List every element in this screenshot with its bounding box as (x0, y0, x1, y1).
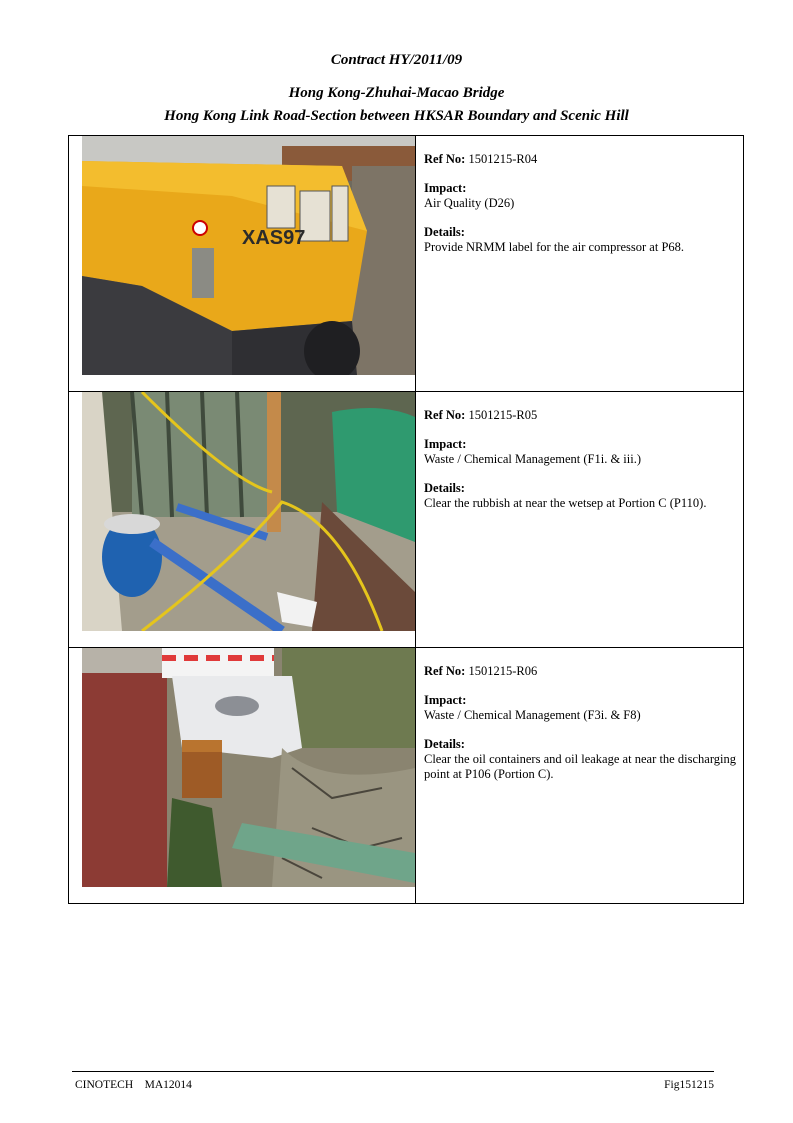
table-row (69, 648, 744, 904)
footer-right: Fig151215 (664, 1079, 714, 1091)
details-text: Clear the oil containers and oil leakage at near the discharging point at P106 (Portion C). (424, 752, 736, 781)
ref-number: 1501215-R06 (468, 664, 538, 678)
footer-rule (72, 1071, 714, 1072)
photo-cell (69, 648, 416, 904)
footer-left: CINOTECH MA12014 (75, 1079, 192, 1091)
record-text-cell (416, 648, 744, 904)
contract-title: Contract HY/2011/09 (330, 52, 463, 68)
details-label: Details: (424, 737, 465, 751)
ref-label: Ref No: (424, 664, 466, 678)
photo-rubbish-wetsep[interactable] (82, 392, 415, 631)
impact-text: Waste / Chemical Management (F3i. & F8) (424, 708, 641, 722)
details-label: Details: (424, 225, 465, 239)
impact-text: Air Quality (D26) (424, 196, 515, 210)
ref-number: 1501215-R05 (468, 408, 538, 422)
impact-label: Impact: (424, 181, 467, 195)
details-text: Clear the rubbish at near the wetsep at Portion C (P110). (424, 496, 707, 510)
impact-label: Impact: (424, 693, 467, 707)
table-row (69, 392, 744, 648)
ref-label: Ref No: (424, 152, 466, 166)
project-title: Hong Kong-Zhuhai-Macao Bridge (288, 85, 505, 101)
record-text-cell (416, 392, 744, 648)
ref-label: Ref No: (424, 408, 466, 422)
details-label: Details: (424, 481, 465, 495)
observation-table (68, 135, 744, 904)
photo-machine-text: XAS97 (242, 227, 306, 249)
ref-number: 1501215-R04 (468, 152, 538, 166)
impact-label: Impact: (424, 437, 467, 451)
photo-air-compressor[interactable] (82, 136, 415, 375)
table-row (69, 136, 744, 392)
impact-text: Waste / Chemical Management (F1i. & iii.) (424, 452, 641, 466)
record-text-cell (416, 136, 744, 392)
photo-cell (69, 392, 416, 648)
details-text: Provide NRMM label for the air compressor at P68. (424, 240, 685, 254)
photo-cell (69, 136, 416, 392)
photo-oil-containers[interactable] (82, 648, 415, 887)
section-title: Hong Kong Link Road-Section between HKSAR Boundary and Scenic Hill (164, 108, 629, 124)
